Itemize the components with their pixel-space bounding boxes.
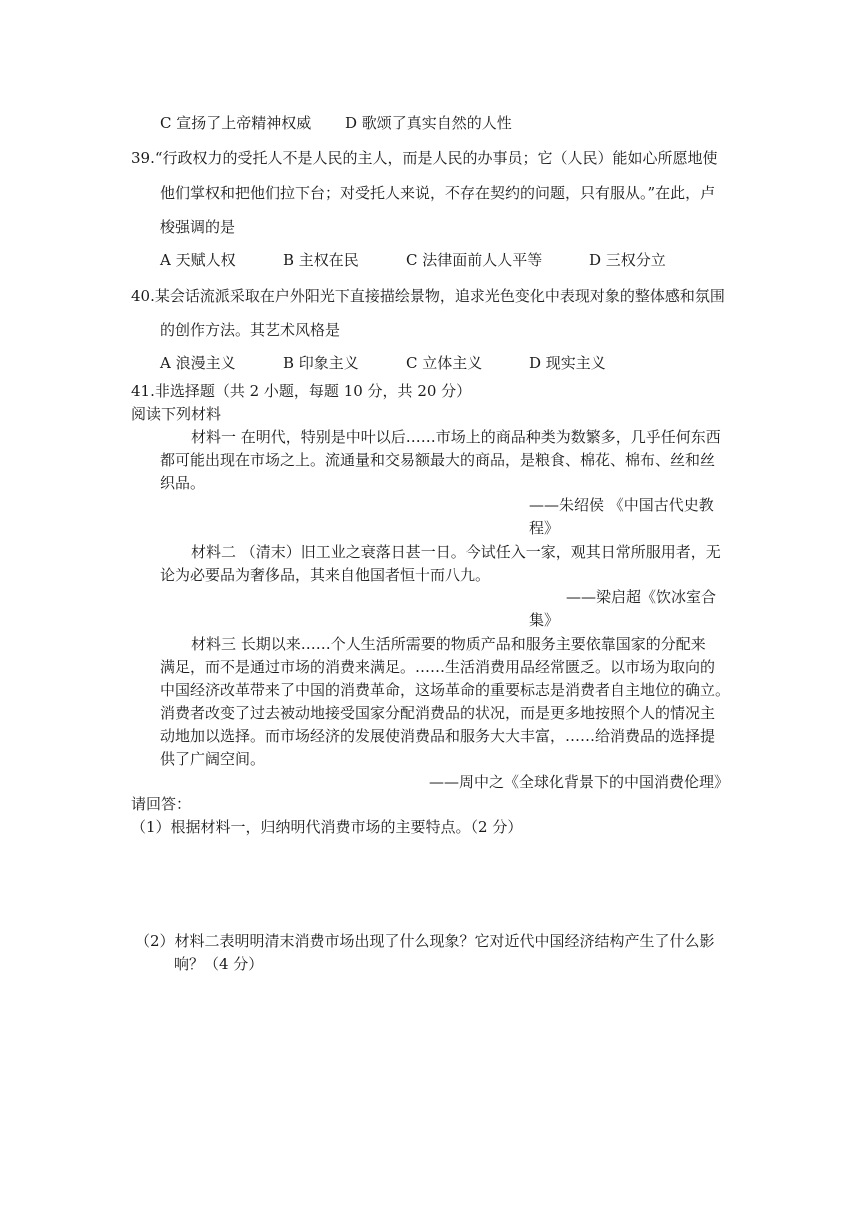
material2-source-line1: ——梁启超《饮冰室合	[566, 588, 717, 606]
q40-stem-line1: 40.某会话流派采取在户外阳光下直接描绘景物，追求光色变化中表现对象的整体感和氛围	[131, 287, 725, 305]
q39-stem-line2: 他们掌权和把他们拉下台；对受托人来说，不存在契约的问题，只有服从。”在此，卢	[160, 184, 716, 202]
material2-line1: 材料二 （清末）旧工业之衰落日甚一日。今试任入一家，观其日常所服用者，无	[191, 543, 721, 561]
sub-question-2-line1: （2）材料二表明明清末消费市场出现了什么现象？它对近代中国经济结构产生了什么影	[135, 932, 715, 950]
q39-option-c: C 法律面前人人平等	[406, 251, 543, 269]
material1-line3: 织品。	[160, 474, 206, 492]
material1-source-line2: 程》	[529, 519, 560, 537]
q39-stem-line3: 梭强调的是	[160, 218, 236, 236]
q40-option-b: B 印象主义	[283, 354, 359, 372]
q40-option-a: A 浪漫主义	[160, 354, 236, 372]
q39-stem-line1: 39.“行政权力的受托人不是人民的主人，而是人民的办事员；它（人民）能如心所愿地使	[131, 149, 718, 167]
q38-option-c: C 宣扬了上帝精神权威	[160, 114, 312, 132]
material3-source: ——周中之《全球化背景下的中国消费伦理》	[429, 773, 730, 791]
material3-line2: 满足，而不是通过市场的消费来满足。……生活消费用品经常匮乏。以市场为取向的	[160, 658, 716, 676]
material3-line4: 消费者改变了过去被动地接受国家分配消费品的状况，而是更多地按照个人的情况主	[160, 704, 716, 722]
material1-source-line1: ——朱绍侯 《中国古代史教	[529, 496, 714, 514]
material3-line6: 供了广阔空间。	[160, 750, 266, 768]
material3-line3: 中国经济改革带来了中国的消费革命，这场革命的重要标志是消费者自主地位的确立。	[160, 681, 731, 699]
material3-line5: 动地加以选择。而市场经济的发展使消费品和服务大大丰富，……给消费品的选择提	[160, 727, 716, 745]
material1-line2: 都可能出现在市场之上。流通量和交易额最大的商品，是粮食、棉花、棉布、丝和丝	[160, 451, 716, 469]
sub-question-1: （1）根据材料一，归纳明代消费市场的主要特点。（2 分）	[131, 818, 523, 836]
sub-question-2-line2: 响？（4 分）	[174, 955, 264, 973]
q38-option-d: D 歌颂了真实自然的人性	[345, 114, 512, 132]
q41-intro: 阅读下列材料	[131, 405, 222, 423]
q39-option-b: B 主权在民	[283, 251, 359, 269]
q41-header: 41.非选择题（共 2 小题，每题 10 分，共 20 分）	[131, 382, 472, 400]
q40-stem-line2: 的创作方法。其艺术风格是	[160, 321, 341, 339]
q39-option-d: D 三权分立	[589, 251, 666, 269]
material3-line1: 材料三 长期以来……个人生活所需要的物质产品和服务主要依靠国家的分配来	[191, 635, 706, 653]
q39-option-a: A 天赋人权	[160, 251, 236, 269]
q40-option-d: D 现实主义	[529, 354, 606, 372]
material2-line2: 论为必要品为奢侈品，其来自他国者恒十而八九。	[160, 566, 491, 584]
material2-source-line2: 集》	[529, 611, 560, 629]
material1-line1: 材料一 在明代，特别是中叶以后……市场上的商品种类为数繁多，几乎任何东西	[191, 428, 721, 446]
q40-option-c: C 立体主义	[406, 354, 483, 372]
answer-prompt: 请回答：	[131, 795, 192, 813]
